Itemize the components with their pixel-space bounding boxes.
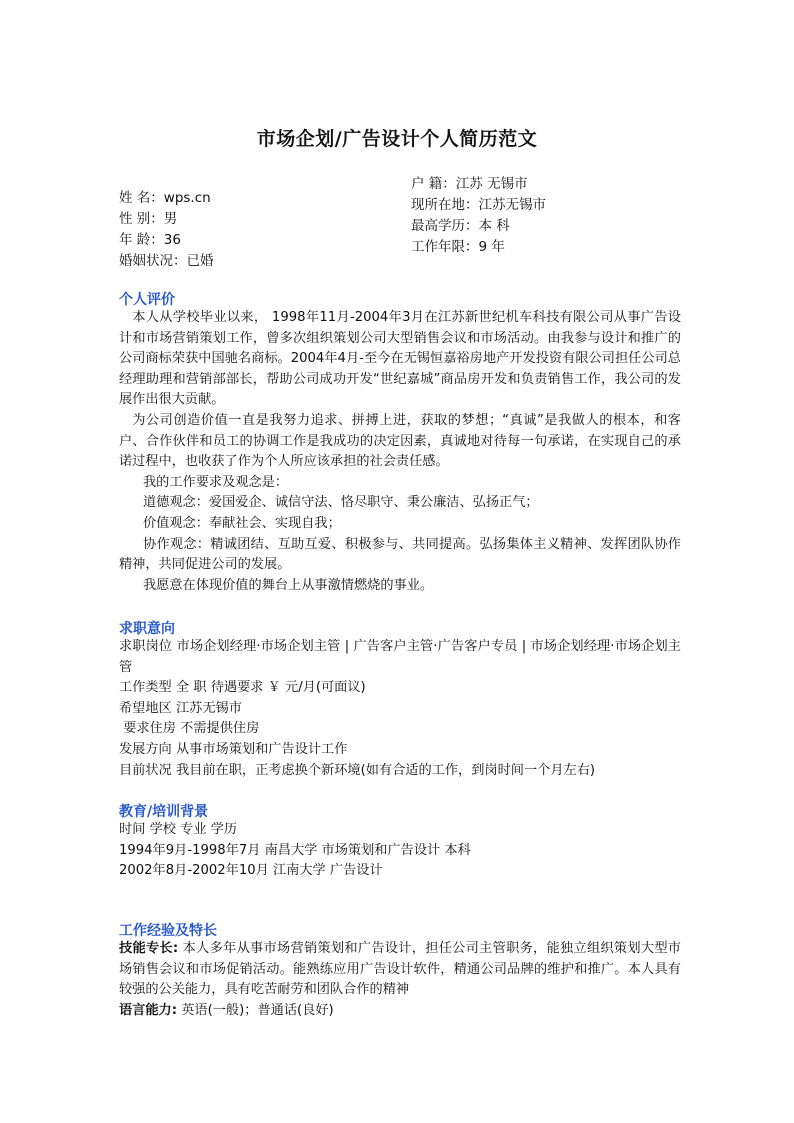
experience-heading: 工作经验及特长: [119, 923, 217, 939]
skills-paragraph: [119, 939, 681, 1001]
intent-line: 目前状况 我目前在职，正考虑换个新环境(如有合适的工作，到岗时间一个月左右): [119, 762, 596, 778]
intent-line: 希望地区 江苏无锡市: [119, 700, 242, 716]
education-line: 2002年8月-2002年10月 江南大学 广告设计: [119, 863, 383, 879]
evaluation-heading: 个人评价: [119, 292, 175, 308]
info-education-level: 最高学历：本 科: [411, 218, 510, 234]
skills-label: 技能专长:: [119, 941, 179, 956]
intent-line: 发展方向 从事市场策划和广告设计工作: [119, 741, 348, 757]
education-line: 1994年9月-1998年7月 南昌大学 市场策划和广告设计 本科: [119, 842, 471, 858]
intent-section: [119, 637, 681, 781]
info-name: 姓 名：wps.cn: [119, 190, 211, 206]
language-text: 英语(一般)；普通话(良好): [177, 1002, 334, 1018]
intent-heading: 求职意向: [119, 621, 175, 637]
evaluation-section: [119, 308, 681, 596]
personal-info-right: [411, 174, 546, 258]
info-work-years: 工作年限：9 年: [411, 239, 505, 255]
evaluation-paragraph: 我的工作要求及观念是：: [143, 474, 289, 490]
evaluation-paragraph: 我愿意在体现价值的舞台上从事激情燃烧的事业。: [143, 577, 434, 593]
evaluation-paragraph: 协作观念：精诚团结、互助互爱、积极参与、共同提高。弘扬集体主义精神、发挥团队协作精神，共同促进公司的发展。: [119, 536, 681, 573]
info-household: 户 籍：江苏 无锡市: [411, 176, 528, 192]
education-section: [119, 820, 681, 882]
page-title: 市场企划/广告设计个人简历范文: [256, 128, 538, 150]
intent-line: 要求住房 不需提供住房: [119, 721, 260, 737]
skills-text: 本人多年从事市场营销策划和广告设计，担任公司主管职务，能独立组织策划大型市场销售会议和市场促销活动。能熟练应用广告设计软件，精通公司品牌的维护和推广。本人具有较强的公关能力，具有吃苦耐劳和团队合作的精神: [119, 941, 681, 998]
intent-line: 工作类型 全 职 待遇要求 ￥ 元/月(可面议): [119, 680, 366, 696]
info-age: 年 龄：36: [119, 232, 181, 248]
language-label: 语言能力:: [119, 1002, 178, 1018]
info-location: 现所在地：江苏无锡市: [411, 197, 546, 213]
evaluation-paragraph: 价值观念：奉献社会、实现自我；: [143, 515, 341, 531]
intent-line: 求职岗位 市场企划经理·市场企划主管 | 广告客户主管·广告客户专员 | 市场企划经理·市场企划主管: [119, 639, 681, 675]
language-paragraph: [119, 1001, 681, 1022]
experience-section: [119, 939, 681, 1021]
info-gender: 性 别：男: [119, 211, 178, 227]
personal-info-left: [119, 188, 214, 272]
info-marital-status: 婚姻状况：已婚: [119, 253, 214, 269]
education-heading: 教育/培训背景: [119, 804, 209, 820]
education-line: 时间 学校 专业 学历: [119, 822, 238, 837]
evaluation-paragraph: 道德观念：爱国爱企、诚信守法、恪尽职守、秉公廉洁、弘扬正气；: [143, 495, 539, 511]
evaluation-paragraph: 本人从学校毕业以来， 1998年11月-2004年3月在江苏新世纪机车科技有限公司从事广告设计和市场营销策划工作，曾多次组织策划公司大型销售会议和市场活动。由我参与设计和推广的公司商标荣获中国驰名商标。2004年4月-至今在无锡恒嘉裕房地产开发投资有限公司担任公司总经理助理和营销部部长，帮助公司成功开发“世纪嘉城”商品房开发和负责销售工作，我公司的发展作出很大贡献。: [119, 310, 681, 408]
evaluation-paragraph: 为公司创造价值一直是我努力追求、拼搏上进，获取的梦想；“真诚”是我做人的根本，和客户、合作伙伴和员工的协调工作是我成功的决定因素，真诚地对待每一句承诺，在实现自己的承诺过程中，也收获了作为个人所应该承担的社会责任感。: [119, 412, 681, 470]
